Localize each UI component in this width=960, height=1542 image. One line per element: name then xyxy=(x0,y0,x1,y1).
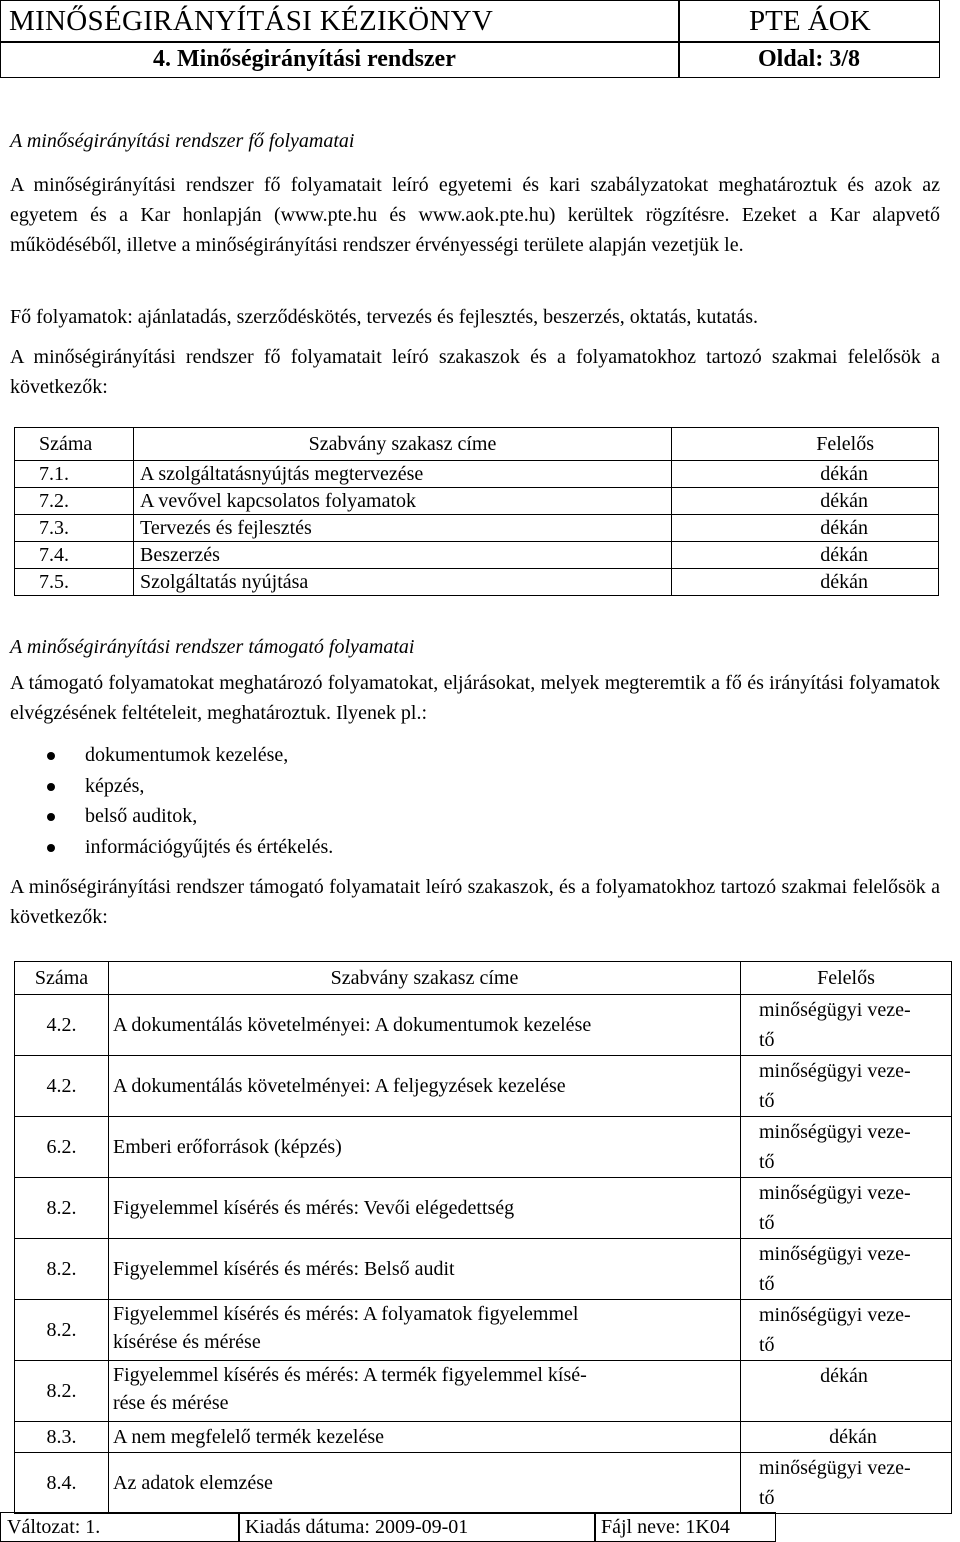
row-title: Beszerzés xyxy=(134,542,672,569)
column-header-number: Száma xyxy=(15,962,109,995)
row-title-line: Figyelemmel kísérés és mérés: A folyamatok figyelemmel xyxy=(113,1303,579,1325)
row-number: 6.2. xyxy=(15,1117,109,1178)
list-item xyxy=(10,771,333,802)
list-item xyxy=(10,832,333,863)
table-row xyxy=(15,488,939,515)
table-row xyxy=(15,569,939,596)
row-number: 7.5. xyxy=(15,569,134,596)
row-responsible-line: tő xyxy=(759,1090,775,1112)
row-title: A szolgáltatásnyújtás megtervezése xyxy=(134,461,672,488)
table-row xyxy=(15,1056,952,1117)
row-title: A dokumentálás követelményei: A feljegyzések kezelése xyxy=(109,1056,741,1117)
support-processes-bullet-list xyxy=(10,740,333,862)
table-row xyxy=(15,1453,952,1514)
row-responsible xyxy=(741,995,952,1056)
row-responsible: dékán xyxy=(672,569,939,596)
list-item xyxy=(10,740,333,771)
row-responsible xyxy=(741,1239,952,1300)
row-responsible xyxy=(741,1117,952,1178)
row-title: Emberi erőforrások (képzés) xyxy=(109,1117,741,1178)
row-number: 8.3. xyxy=(15,1422,109,1453)
row-title xyxy=(109,1361,741,1422)
row-responsible-line: tő xyxy=(759,1029,775,1051)
row-responsible-line: tő xyxy=(759,1273,775,1295)
row-responsible: dékán xyxy=(741,1422,952,1453)
row-number: 8.2. xyxy=(15,1361,109,1422)
row-number: 8.2. xyxy=(15,1239,109,1300)
row-responsible xyxy=(741,1453,952,1514)
row-title: Az adatok elemzése xyxy=(109,1453,741,1514)
row-responsible-line: minőségügyi veze- xyxy=(759,1457,911,1479)
row-title xyxy=(109,1300,741,1361)
column-header-title: Szabvány szakasz címe xyxy=(109,962,741,995)
row-number: 4.2. xyxy=(15,995,109,1056)
table-row xyxy=(15,542,939,569)
main-processes-heading: A minőségirányítási rendszer fő folyamatai xyxy=(10,130,355,152)
main-processes-paragraph: A minőségirányítási rendszer fő folyamatait leíró egyetemi és kari szabályzatokat meghatároztuk és azok az egyetem és a Kar honlapján (www.pte.hu és www.aok.pte.hu) kerültek rögzítésre. Ezeket a Kar alapvető működéséből, illetve a minőségirányítási rendszer érvényességi területe alapján vezetjük le. xyxy=(10,174,940,256)
chapter-title: 4. Minőségirányítási rendszer xyxy=(153,46,456,72)
row-responsible: dékán xyxy=(672,542,939,569)
row-responsible-line: tő xyxy=(759,1212,775,1234)
row-number: 8.2. xyxy=(15,1300,109,1361)
bullet-icon xyxy=(47,783,55,791)
row-number: 8.4. xyxy=(15,1453,109,1514)
table-row xyxy=(15,1361,952,1422)
row-responsible: dékán xyxy=(741,1361,952,1422)
page-number: Oldal: 3/8 xyxy=(758,46,861,72)
row-responsible-line: tő xyxy=(759,1334,775,1356)
list-item-text: információgyűjtés és értékelés. xyxy=(85,835,334,858)
row-responsible-line: minőségügyi veze- xyxy=(759,1060,911,1082)
row-title: Figyelemmel kísérés és mérés: Vevői elégedettség xyxy=(109,1178,741,1239)
row-number: 7.1. xyxy=(15,461,134,488)
table-row xyxy=(15,995,952,1056)
row-responsible xyxy=(741,1056,952,1117)
row-title-line: Figyelemmel kísérés és mérés: A termék figyelemmel kísé- xyxy=(113,1364,587,1386)
row-title: Figyelemmel kísérés és mérés: Belső audit xyxy=(109,1239,741,1300)
bullet-icon xyxy=(47,844,55,852)
row-responsible: dékán xyxy=(672,488,939,515)
table-row xyxy=(15,1117,952,1178)
row-responsible-line: minőségügyi veze- xyxy=(759,999,911,1021)
footer-file-name: Fájl neve: 1K04 xyxy=(594,1512,776,1542)
table-row xyxy=(15,461,939,488)
row-responsible xyxy=(741,1300,952,1361)
row-number: 7.3. xyxy=(15,515,134,542)
row-title-line: kísérése és mérése xyxy=(113,1331,261,1353)
table-header-row xyxy=(15,428,939,461)
row-number: 7.2. xyxy=(15,488,134,515)
row-title: Tervezés és fejlesztés xyxy=(134,515,672,542)
bullet-icon xyxy=(47,752,55,760)
table-row xyxy=(15,1178,952,1239)
row-responsible-line: minőségügyi veze- xyxy=(759,1243,911,1265)
row-responsible xyxy=(741,1178,952,1239)
main-processes-list-paragraph: Fő folyamatok: ajánlatadás, szerződéskötés, tervezés és fejlesztés, beszerzés, oktatás, kutatás. xyxy=(10,306,759,328)
support-processes-paragraph: A támogató folyamatokat meghatározó folyamatokat, eljárásokat, melyek megteremtik a fő és irányítási folyamatok elvégzésének feltételeit, meghatároztuk. Ilyenek pl.: xyxy=(10,672,940,724)
list-item-text: dokumentumok kezelése, xyxy=(85,744,289,766)
row-title: Szolgáltatás nyújtása xyxy=(134,569,672,596)
row-title: A nem megfelelő termék kezelése xyxy=(109,1422,741,1453)
main-processes-intro-paragraph: A minőségirányítási rendszer fő folyamatait leíró szakaszok és a folyamatokhoz tartozó szakmai felelősök a következők: xyxy=(10,346,940,398)
footer-issue-date: Kiadás dátuma: 2009-09-01 xyxy=(238,1512,596,1542)
row-number: 8.2. xyxy=(15,1178,109,1239)
row-responsible-line: tő xyxy=(759,1151,775,1173)
header-divider-horizontal xyxy=(1,41,939,43)
support-processes-intro-paragraph: A minőségirányítási rendszer támogató folyamatait leíró szakaszok, és a folyamatokhoz tartozó szakmai felelősök a következők: xyxy=(10,876,940,928)
row-responsible: dékán xyxy=(672,515,939,542)
row-responsible-line: tő xyxy=(759,1487,775,1509)
row-responsible-line: minőségügyi veze- xyxy=(759,1121,911,1143)
document-header xyxy=(0,0,940,78)
table-row xyxy=(15,515,939,542)
table-header-row xyxy=(15,962,952,995)
table-row xyxy=(15,1422,952,1453)
header-divider-vertical xyxy=(678,1,680,77)
table-row xyxy=(15,1239,952,1300)
row-title-line: rése és mérése xyxy=(113,1392,229,1414)
row-responsible-line: minőségügyi veze- xyxy=(759,1304,911,1326)
row-responsible: dékán xyxy=(672,461,939,488)
list-item-text: belső auditok, xyxy=(85,805,198,828)
row-title: A dokumentálás követelményei: A dokumentumok kezelése xyxy=(109,995,741,1056)
column-header-number: Száma xyxy=(15,428,134,461)
column-header-responsible: Felelős xyxy=(741,962,952,995)
manual-title: MINŐSÉGIRÁNYÍTÁSI KÉZIKÖNYV xyxy=(9,5,494,37)
footer-version: Változat: 1. xyxy=(0,1512,240,1542)
bullet-icon xyxy=(47,813,55,821)
institution-name: PTE ÁOK xyxy=(749,5,871,37)
row-responsible-line: minőségügyi veze- xyxy=(759,1182,911,1204)
column-header-responsible: Felelős xyxy=(672,428,939,461)
main-processes-table xyxy=(14,427,939,596)
row-number: 7.4. xyxy=(15,542,134,569)
list-item xyxy=(10,801,333,832)
table-row xyxy=(15,1300,952,1361)
row-number: 4.2. xyxy=(15,1056,109,1117)
row-title: A vevővel kapcsolatos folyamatok xyxy=(134,488,672,515)
list-item-text: képzés, xyxy=(85,774,145,797)
support-processes-heading: A minőségirányítási rendszer támogató folyamatai xyxy=(10,636,415,658)
column-header-title: Szabvány szakasz címe xyxy=(134,428,672,461)
support-processes-table xyxy=(14,961,952,1514)
